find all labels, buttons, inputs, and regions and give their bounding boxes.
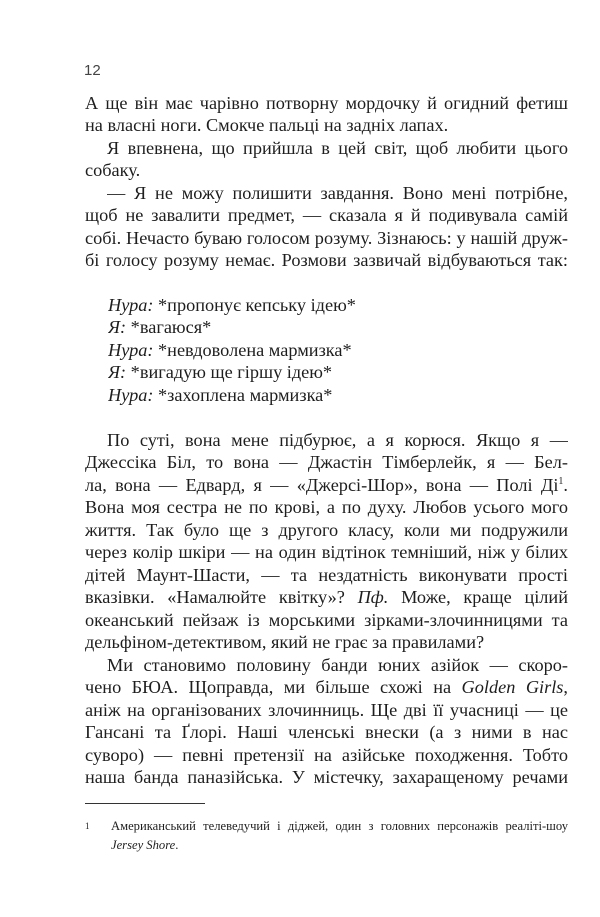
page-number: 12 xyxy=(84,62,101,79)
text-run: бі голосу розуму немає. Розмови зазвичай відбуваються так: xyxy=(85,250,568,270)
text-run: Ми становимо половину банди юних азійок — скоро- xyxy=(107,654,568,675)
text-line xyxy=(85,609,568,632)
text-run: По суті, вона мене підбурює, а я корюся. Якщо я — xyxy=(107,429,568,450)
text-line xyxy=(85,159,568,182)
text-run: дітей Маунт-Шасти, — та нездатність виконувати прості xyxy=(85,564,568,585)
text-run: *захоплена мармизка* xyxy=(153,384,333,405)
text-run: Гансані та Ґлорі. Наші членські внески (а з ними в нас xyxy=(85,722,568,742)
text-line xyxy=(107,429,568,452)
italic-text: Нура: xyxy=(108,384,154,405)
italic-text: Пф. xyxy=(357,587,389,607)
text-line xyxy=(85,474,568,497)
footnote-number: 1 xyxy=(85,821,90,831)
text-line xyxy=(108,316,568,339)
text-line xyxy=(85,744,568,767)
text-run: *невдоволена мармизка* xyxy=(153,339,352,360)
text-line xyxy=(85,766,568,789)
text-run: — Я не можу полишити завдання. Воно мені потрібне, xyxy=(107,182,568,203)
italic-text: Нура: xyxy=(108,294,154,315)
text-run: життя. Так було ще з другого класу, коли ми подружили xyxy=(85,519,568,540)
footnote-show-title: Jersey Shore xyxy=(111,838,176,852)
text-line xyxy=(85,451,568,474)
text-run: , xyxy=(563,677,568,697)
italic-text: Я: xyxy=(108,362,127,382)
text-run: *пропонує кепську ідею* xyxy=(153,294,356,315)
text-line xyxy=(107,182,568,205)
italic-text: Golden Girls xyxy=(461,677,564,697)
text-run: щоб не завалити предмет, — сказала я й подивувала самій xyxy=(85,205,568,225)
text-line xyxy=(85,92,568,115)
text-line xyxy=(108,384,568,407)
text-run: А ще він має чарівно потворну мордочку й огидний фетиш xyxy=(85,92,568,113)
text-run: вказівки. «Намалюйте квітку»? xyxy=(85,587,358,607)
text-run: аніж на організованих злочинниць. Ще дві її учасниці — це xyxy=(85,699,568,720)
text-run: собаку. xyxy=(85,160,141,180)
footnote-period: . xyxy=(175,838,179,852)
text-line xyxy=(85,496,568,519)
text-line xyxy=(85,564,568,587)
text-run: дельфіном-детективом, який не грає за правилами? xyxy=(85,632,485,652)
footnote-line: Американський телеведучий і діджей, один з головних персонажів реаліті-шоу xyxy=(111,819,568,833)
text-run: Може, краще цілий xyxy=(388,587,568,607)
footnote-line xyxy=(111,836,568,855)
text-run: через колір шкіри — на один відтінок темніший, ніж у білих xyxy=(85,542,568,562)
footnote-reference: 1 xyxy=(558,475,564,487)
text-line xyxy=(85,541,568,564)
text-run: *вагаюся* xyxy=(126,317,212,337)
text-run: океанський пейзаж із морськими зірками-злочинницями та xyxy=(85,609,568,630)
text-line xyxy=(85,204,568,227)
text-line xyxy=(107,137,568,160)
footnote-divider xyxy=(85,803,205,804)
text-run: Я впевнена, що прийшла в цей світ, щоб любити цього xyxy=(107,137,568,158)
text-run: суворо) — певні претензії на азійське походження. Тобто xyxy=(85,744,568,765)
italic-text: Я: xyxy=(108,317,127,337)
text-line xyxy=(85,676,568,699)
italic-text: Нура: xyxy=(108,339,154,360)
text-line xyxy=(85,114,568,137)
text-line xyxy=(108,361,568,384)
text-run: *вигадую ще гіршу ідею* xyxy=(126,362,333,382)
text-line xyxy=(85,227,568,250)
text-run: чено БЮА. Щоправда, ми більше схожі на xyxy=(85,677,462,697)
text-line xyxy=(85,699,568,722)
text-line xyxy=(85,249,568,272)
text-run: Вона моя сестра не по крові, а по духу. Любов усього мого xyxy=(85,497,568,517)
text-line xyxy=(108,294,568,317)
text-run: собі. Нечасто буваю голосом розуму. Зізнаюсь: у нашій друж- xyxy=(85,227,568,248)
text-line xyxy=(85,721,568,744)
text-run: . xyxy=(563,474,568,495)
text-line xyxy=(85,631,568,654)
text-run: на власні ноги. Смокче пальці на задніх лапах. xyxy=(85,115,449,135)
text-line xyxy=(85,519,568,542)
text-run: наша банда паназійська. У містечку, захаращеному речами xyxy=(85,767,568,787)
text-run: Джессіка Біл, то вона — Джастін Тімберлейк, я — Бел- xyxy=(85,452,568,472)
text-line xyxy=(107,654,568,677)
text-line xyxy=(85,586,568,609)
text-run: ла, вона — Едвард, я — «Джерсі-Шор», вона — Полі Ді xyxy=(85,474,559,495)
text-line xyxy=(108,339,568,362)
